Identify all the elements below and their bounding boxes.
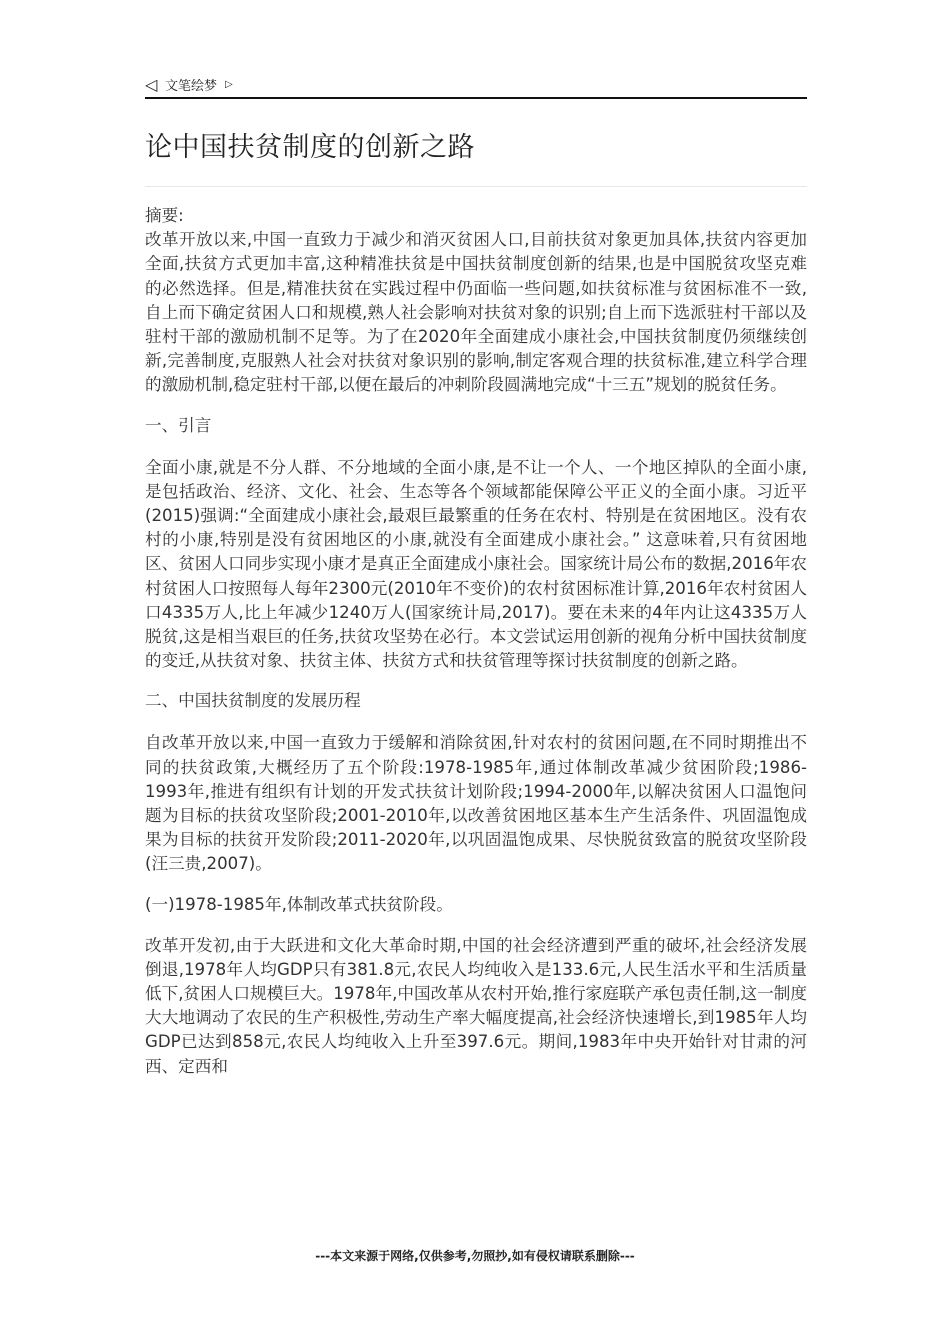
title-divider [145,186,807,187]
section-heading-history: 二、中国扶贫制度的发展历程 [145,691,361,711]
footer-disclaimer: ---本文来源于网络,仅供参考,勿照抄,如有侵权请联系删除--- [315,1249,635,1263]
site-name[interactable]: 文笔绘梦 [165,79,218,94]
article-title: 论中国扶贫制度的创新之路 [145,132,475,163]
next-arrow-icon[interactable]: ▷ [225,78,233,90]
subsection-heading-stage-one: (一)1978-1985年,体制改革式扶贫阶段。 [145,894,453,914]
top-navigation-bar [145,72,807,99]
abstract-paragraph: 改革开放以来,中国一直致力于减少和消灭贫困人口,目前扶贫对象更加具体,扶贫内容更加全面,扶贫方式更加丰富,这种精准扶贫是中国扶贫制度创新的结果,也是中国脱贫攻坚克难的必然选择。但是,精准扶贫在实践过程中仍面临一些问题,如扶贫标准与贫困标准不一致,自上而下确定贫困人口和规模,熟人社会影响对扶贫对象的识别;自上而下选派驻村干部以及驻村干部的激励机制不足等。为了在2020年全面建成小康社会,中国扶贫制度仍须继续创新,完善制度,克服熟人社会对扶贫对象识别的影响,制定客观合理的扶贫标准,建立科学合理的激励机制,稳定驻村干部,以便在最后的冲刺阶段圆满地完成“十三五”规划的脱贫任务。 [145,230,807,395]
history-paragraph: 自改革开放以来,中国一直致力于缓解和消除贫困,针对农村的贫困问题,在不同时期推出不同的扶贫政策,大概经历了五个阶段:1978-1985年,通过体制改革减少贫困阶段;1986-1993年,推进有组织有计划的开发式扶贫计划阶段;1994-2000年,以解决贫困人口温饱问题为目标的扶贫攻坚阶段;2001-2010年,以改善贫困地区基本生产生活条件、巩固温饱成果为目标的扶贫开发阶段;2011-2020年,以巩固温饱成果、尽快脱贫致富的脱贫攻坚阶段(汪三贵,2007)。 [145,733,807,874]
abstract-label: 摘要: [145,206,184,225]
stage-one-paragraph: 改革开发初,由于大跃进和文化大革命时期,中国的社会经济遭到严重的破坏,社会经济发展倒退,1978年人均GDP只有381.8元,农民人均纯收入是133.6元,人民生活水平和生活质量低下,贫困人口规模巨大。1978年,中国改革从农村开始,推行家庭联产承包责任制,这一制度大大地调动了农民的生产积极性,劳动生产率大幅度提高,社会经济快速增长,到1985年人均GDP已达到858元,农民人均纯收入上升至397.6元。期间,1983年中央开始针对甘肃的河西、定西和 [145,935,807,1076]
article-body [145,204,807,1095]
previous-arrow-icon[interactable]: ◁ [145,74,158,94]
section-heading-introduction: 一、引言 [145,415,212,435]
introduction-paragraph: 全面小康,就是不分人群、不分地域的全面小康,是不让一个人、一个地区掉队的全面小康,是包括政治、经济、文化、社会、生态等各个领域都能保障公平正义的全面小康。习近平(2015)强调:“全面建成小康社会,最艰巨最繁重的任务在农村、特别是在贫困地区。没有农村的小康,特别是没有贫困地区的小康,就没有全面建成小康社会。” 这意味着,只有贫困地区、贫困人口同步实现小康才是真正全面建成小康社会。国家统计局公布的数据,2016年农村贫困人口按照每人每年2300元(2010年不变价)的农村贫困标准计算,2016年农村贫困人口4335万人,比上年减少1240万人(国家统计局,2017)。要在未来的4年内让这4335万人脱贫,这是相当艰巨的任务,扶贫攻坚势在必行。本文尝试运用创新的视角分析中国扶贫制度的变迁,从扶贫对象、扶贫主体、扶贫方式和扶贫管理等探讨扶贫制度的创新之路。 [145,457,807,671]
